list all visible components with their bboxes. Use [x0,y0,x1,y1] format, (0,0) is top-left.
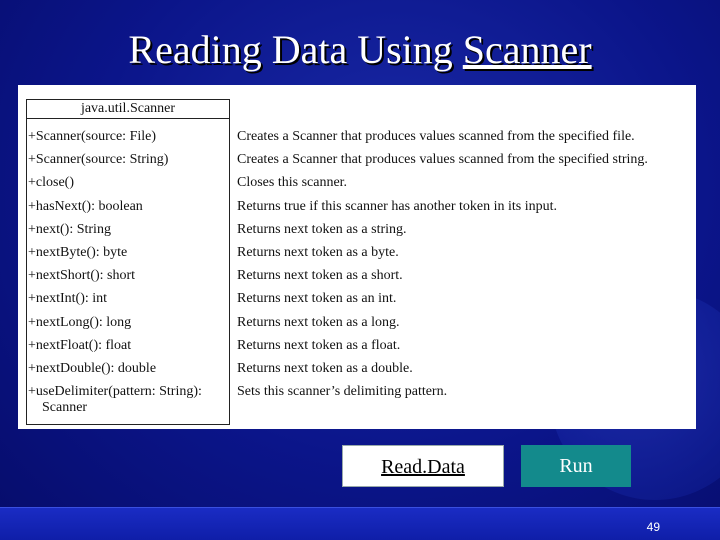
method-signature: +nextByte(): byte [28,245,128,260]
method-signature: +nextDouble(): double [28,361,157,376]
method-signature: +nextFloat(): float [28,337,132,353]
method-description: Returns true if this scanner has another token in its input. [237,198,557,214]
method-signature: +nextInt(): int [28,291,108,307]
uml-panel [18,85,696,429]
method-description: Returns next token as a short. [237,268,403,284]
method-description: Returns next token as a float. [237,337,401,353]
title-prefix: Reading Data Using [128,27,463,72]
method-signature: +Scanner(source: File) [28,129,157,144]
method-description: Returns next token as a string. [237,221,407,237]
readdata-button[interactable]: Read.Data [342,445,504,487]
page-number: 49 [646,520,660,534]
scanner-link[interactable]: Scanner [462,27,592,72]
method-signature: +next(): String [28,221,111,237]
method-signature: +useDelimiter(pattern: String): [28,384,202,400]
footer-band [0,507,720,540]
method-description: Returns next token as an int. [237,291,397,307]
method-description: Sets this scanner’s delimiting pattern. [237,384,448,400]
method-description: Creates a Scanner that produces values scanned from the specified file. [237,129,635,144]
method-signature: +close() [28,175,74,191]
run-button[interactable]: Run [521,445,631,487]
slide-title [0,26,720,74]
method-description: Closes this scanner. [237,175,348,191]
method-signature: +nextLong(): long [28,314,132,330]
uml-class-name: java.util.Scanner [27,100,229,119]
method-signature: +nextShort(): short [28,268,136,284]
method-description: Creates a Scanner that produces values scanned from the specified string. [237,152,648,168]
method-description: Returns next token as a byte. [237,245,399,260]
method-description: Returns next token as a double. [237,361,413,376]
method-description: Returns next token as a long. [237,314,400,330]
method-signature: +hasNext(): boolean [28,198,143,214]
method-signature: +Scanner(source: String) [28,152,169,168]
method-signature: Scanner [28,400,88,416]
